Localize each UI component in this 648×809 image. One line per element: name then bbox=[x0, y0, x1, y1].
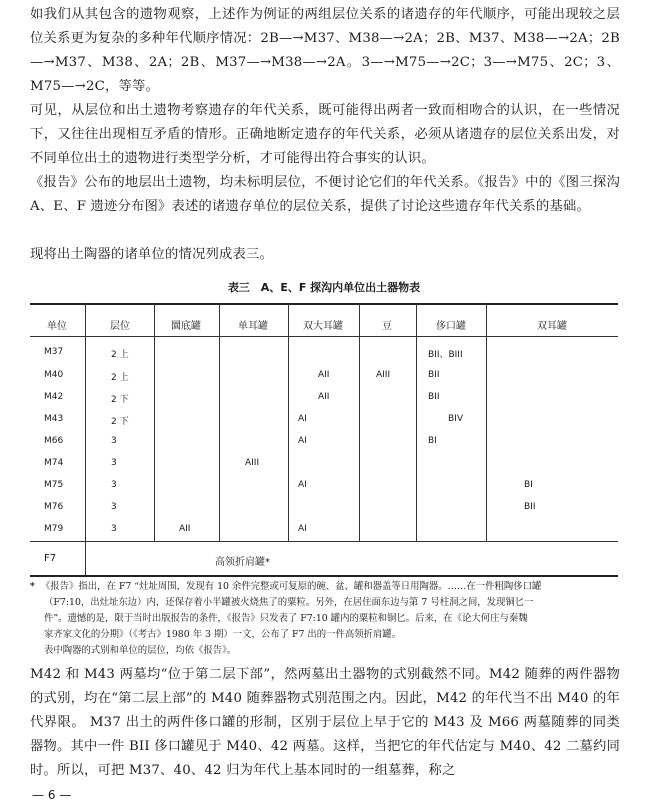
table-cell: AI bbox=[298, 436, 307, 446]
table-cell: F7 bbox=[44, 553, 57, 564]
table-cell: M42 bbox=[44, 392, 64, 402]
col-divider bbox=[219, 303, 220, 541]
col-divider bbox=[154, 303, 155, 541]
header-dou: 豆 bbox=[382, 321, 392, 332]
paragraph-2: 可见，从层位和出土遗物考察遗存的年代关系，既可能得出两者一致而相吻合的认识，在一些情况下，又往往出现相互矛盾的情形。正确地断定遗存的年代关系，必须从诸遗存的层位关系出发，对不同单位出土的遗物进行类型学分析，才可能得出符合事实的认识。 bbox=[30, 103, 620, 166]
table-cell: 2 下 bbox=[111, 417, 129, 427]
table-cell: M79 bbox=[44, 524, 64, 534]
table-cell: BI bbox=[428, 436, 437, 446]
table-cell: 3 bbox=[111, 480, 117, 490]
col-divider bbox=[288, 303, 289, 541]
table-cell: M75 bbox=[44, 480, 64, 490]
table-caption: 表三 A、E、F 探沟内单位出土器物表 bbox=[227, 281, 421, 294]
col-divider bbox=[359, 303, 360, 541]
footnote-line: （F7:10，出灶址东边）内，还保存着小半罐被火烧焦了的粟粒。另外，在居住面东边与第 7 号柱洞之间，发现铜匕一 bbox=[44, 597, 534, 608]
table-header-rule bbox=[30, 336, 618, 337]
page-number: — 6 — bbox=[32, 788, 72, 802]
table-cell: M37 bbox=[44, 347, 64, 357]
table-cell: 3 bbox=[111, 524, 117, 534]
table-cell: BIV bbox=[448, 414, 463, 424]
header-double-big-handle-jar: 双大耳罐 bbox=[303, 321, 343, 332]
paragraph-1: 如我们从其包含的遗物观察，上述作为例证的两组层位关系的诸遗存的年代顺序，可能出现较之层位关系更为复杂的多种年代顺序情况：2B—→M37、M38—→2A；2B、M37、M38—→2A；2B—→M37、M38、2A；2B、M37—→M38—→2A。3—→M75—→2C；3—→M75、2C；3、M75—→2C，等等。 bbox=[30, 7, 620, 94]
table-cell: 2 上 bbox=[111, 373, 129, 383]
table-cell: AI bbox=[298, 480, 307, 490]
table-top-rule bbox=[30, 303, 618, 305]
table-cell: M74 bbox=[44, 458, 64, 468]
footnote-marker: * bbox=[30, 581, 35, 592]
table-cell: BII、BIII bbox=[428, 350, 463, 360]
header-double-handle-jar: 双耳罐 bbox=[537, 321, 567, 332]
table-cell: 3 bbox=[111, 502, 117, 512]
footnote-line: 件”。遗憾的是，限于当时出版报告的条件，《报告》只发表了 F7:10 罐内的粟粒和铜匕。后来，在《论大何庄与秦魏 bbox=[44, 613, 528, 624]
header-layer: 层位 bbox=[110, 321, 130, 332]
col-divider bbox=[416, 303, 417, 541]
table-cell: 高领折肩罐* bbox=[215, 557, 270, 568]
paragraph-4: 现将出土陶器的诸单位的情况列成表三。 bbox=[30, 247, 273, 262]
header-flared-mouth-jar: 侈口罐 bbox=[436, 321, 466, 332]
table-cell: AIII bbox=[245, 458, 260, 468]
footnote-line: 表中陶器的式别和单位的层位，均依《报告》。 bbox=[44, 645, 237, 656]
table-cell: AII bbox=[179, 524, 191, 534]
table-cell: M76 bbox=[44, 502, 64, 512]
table-cell: AIII bbox=[376, 370, 391, 380]
table-cell: 2 下 bbox=[111, 395, 129, 405]
table-cell: 2 上 bbox=[111, 350, 129, 360]
table-cell: BII bbox=[428, 370, 440, 380]
col-divider bbox=[486, 303, 487, 541]
footnote bbox=[30, 579, 620, 659]
header-unit: 单位 bbox=[47, 321, 67, 332]
paragraph-5: M42 和 M43 两墓均“位于第二层下部”，然两墓出土器物的式别截然不同。M42 随葬的两件器物的式别，均在“第二层上部”的 M40 随葬器物式别范围之内。因此，M42 的年代当不出 M40 的年代界限。 M37 出土的两件侈口罐的形制，区别于层位上早于它的 M43 及 M66 两墓随葬的同类器物。其中一件 BII 侈口罐见于 M40、42 两墓。这样，当把它的年代估定与 M40、42 二墓约同时。所以，可把 M37、40、42 归为年代上基本同时的一组墓葬，称之 bbox=[30, 667, 620, 778]
table-cell: M40 bbox=[44, 370, 64, 380]
paragraph-3: 《报告》公布的地层出土遗物，均未标明层位，不便讨论它们的年代关系。《报告》中的《图三探沟 A、E、F 遗迹分布图》表述的诸遗存单位的层位关系，提供了讨论这些遗存年代关系的基础。 bbox=[30, 175, 620, 214]
col-divider bbox=[85, 303, 86, 575]
table-cell: 3 bbox=[111, 436, 117, 446]
table-cell: M66 bbox=[44, 436, 64, 446]
table-bottom-rule bbox=[30, 575, 618, 577]
header-round-bottom-jar: 圜底罐 bbox=[171, 321, 201, 332]
footnote-line: 《报告》指出，在 F7 “灶址周围，发现有 10 余件完整或可复原的碗、盆、罐和器盖等日用陶器。……在一件粗陶侈口罐 bbox=[40, 581, 542, 592]
table-cell: AI bbox=[298, 524, 307, 534]
table-cell: AII bbox=[318, 392, 330, 402]
table-cell: BI bbox=[524, 480, 533, 490]
table-cell: BII bbox=[428, 392, 440, 402]
footnote-line: 家齐家文化的分期》（《考古》1980 年 3 期）一文，公布了 F7 出的一件高领折肩罐。 bbox=[44, 629, 402, 640]
table-cell: AII bbox=[318, 370, 330, 380]
table-cell: 3 bbox=[111, 458, 117, 468]
table-cell: M43 bbox=[44, 414, 64, 424]
header-single-handle-jar: 单耳罐 bbox=[238, 321, 268, 332]
table-cell: AI bbox=[298, 414, 307, 424]
table-cell: BII bbox=[524, 502, 536, 512]
table-f7-rule bbox=[30, 541, 618, 542]
